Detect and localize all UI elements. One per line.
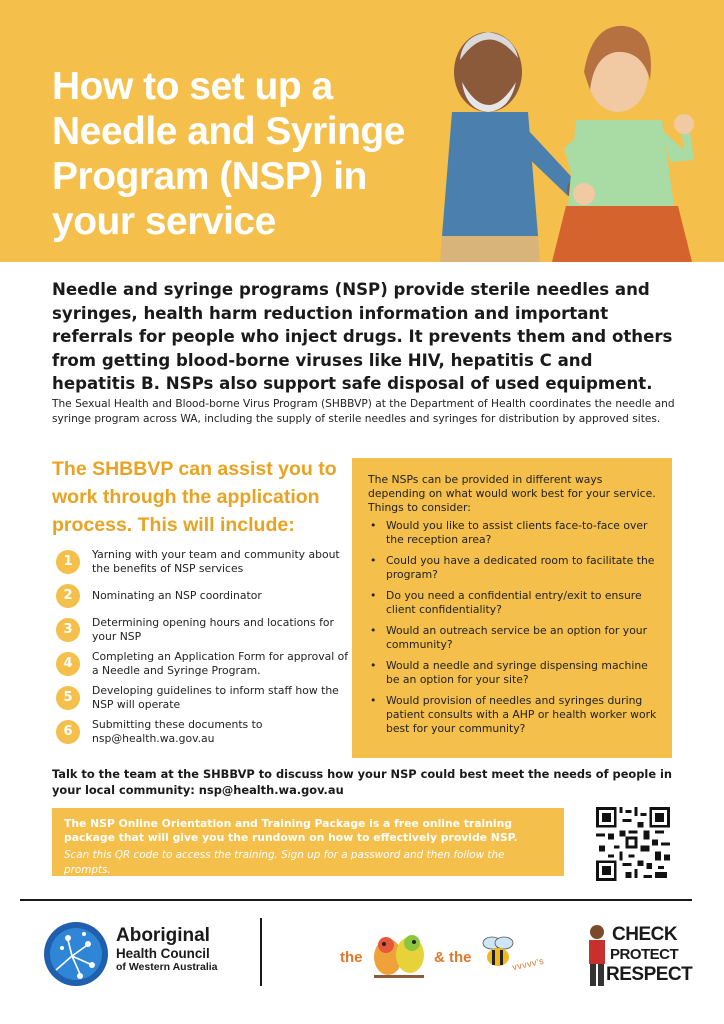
logo-divider xyxy=(260,918,262,986)
list-item xyxy=(368,694,658,736)
list-item xyxy=(368,624,658,652)
step-item xyxy=(52,684,352,718)
step-number-badge: 5 xyxy=(56,686,80,710)
training-description: The NSP Online Orientation and Training Package is a free online training package that will give you the rundown on how to effectively provide NSP. xyxy=(64,817,518,844)
step-item xyxy=(52,616,352,650)
birds-and-bees-logo xyxy=(340,925,560,985)
step-text: Developing guidelines to inform staff how the NSP will operate xyxy=(92,684,339,711)
qr-code-icon[interactable] xyxy=(596,807,670,881)
step-text: Submitting these documents to nsp@health.wa.gov.au xyxy=(92,718,263,745)
bees-logo-text: & the xyxy=(434,949,472,966)
consideration-text: Would provision of needles and syringes during patient consults with a AHP or health worker work best for your community? xyxy=(386,694,657,735)
list-item xyxy=(368,519,658,547)
consideration-text: Would a needle and syringe dispensing machine be an option for your site? xyxy=(386,659,648,686)
step-text: Completing an Application Form for approval of a Needle and Syringe Program. xyxy=(92,650,349,677)
person-figure-icon xyxy=(586,924,608,988)
step-number-badge: 4 xyxy=(56,652,80,676)
assist-heading: The SHBBVP can assist you to work through the application process. This will include: xyxy=(52,458,337,536)
cpr-word-respect: RESPECT xyxy=(606,964,693,985)
cpr-word-protect: PROTECT xyxy=(610,946,679,963)
training-instruction: Scan this QR code to access the training. Sign up for a password and then follow the prompts. xyxy=(64,849,505,876)
considerations-lead: The NSPs can be provided in different ways depending on what would work best for your service. Things to consider: xyxy=(368,473,656,514)
step-number-badge: 6 xyxy=(56,720,80,744)
intro-detail: The Sexual Health and Blood-borne Virus Program (SHBBVP) at the Department of Health coordinates the needle and syringe program across WA, including the supply of sterile needles and syringes for distribution by approved sites. xyxy=(52,398,675,425)
step-number-badge: 3 xyxy=(56,618,80,642)
considerations-box xyxy=(352,458,672,758)
list-item xyxy=(368,554,658,582)
bullet-icon: • xyxy=(370,659,377,672)
step-text: Determining opening hours and locations for your NSP xyxy=(92,616,334,643)
consideration-text: Would you like to assist clients face-to-face over the reception area? xyxy=(386,519,648,546)
ahc-name-line2: Health Council xyxy=(116,946,210,961)
page-title: How to set up a Needle and Syringe Program (NSP) in your service xyxy=(52,65,405,243)
consideration-text: Do you need a confidential entry/exit to ensure client confidentiality? xyxy=(386,589,642,616)
consideration-text: Could you have a dedicated room to facilitate the program? xyxy=(386,554,655,581)
ahc-name xyxy=(116,926,256,974)
birds-logo-text: the xyxy=(340,949,363,966)
bees-logo-tagline: vvvvv's xyxy=(511,955,545,973)
ahc-name-line3: of Western Australia xyxy=(116,961,218,973)
step-item xyxy=(52,718,352,752)
footer-divider xyxy=(20,899,692,901)
hero-banner xyxy=(0,0,724,262)
consideration-text: Would an outreach service be an option for your community? xyxy=(386,624,648,651)
step-number-badge: 2 xyxy=(56,584,80,608)
step-item xyxy=(52,548,352,582)
ahc-logo-icon xyxy=(42,920,110,988)
contact-statement: Talk to the team at the SHBBVP to discuss how your NSP could best meet the needs of people in your local community: nsp@health.wa.gov.au xyxy=(52,767,673,797)
step-number-badge: 1 xyxy=(56,550,80,574)
ahc-name-line1: Aboriginal xyxy=(116,925,210,946)
bullet-icon: • xyxy=(370,589,377,602)
considerations-list xyxy=(368,519,658,736)
steps-list xyxy=(52,548,352,752)
check-protect-respect-logo xyxy=(586,922,693,990)
bullet-icon: • xyxy=(370,624,377,637)
step-text: Yarning with your team and community about the benefits of NSP services xyxy=(92,548,340,575)
handshake-illustration xyxy=(380,0,724,262)
list-item xyxy=(368,659,658,687)
document-code xyxy=(700,870,710,1020)
step-item xyxy=(52,650,352,684)
bullet-icon: • xyxy=(370,519,377,532)
list-item xyxy=(368,589,658,617)
bullet-icon: • xyxy=(370,554,377,567)
intro-statement: Needle and syringe programs (NSP) provide sterile needles and syringes, health harm reduction information and important referrals for people who inject drugs. It prevents them and others from getting blood-borne viruses like HIV, hepatitis C and hepatitis B. NSPs also support safe disposal of used equipment. xyxy=(52,280,673,393)
bee-icon xyxy=(480,933,516,973)
training-box xyxy=(52,808,564,876)
cpr-word-check: CHECK xyxy=(612,924,678,945)
bullet-icon: • xyxy=(370,694,377,707)
birds-icon xyxy=(368,929,430,985)
step-item xyxy=(52,582,352,616)
step-text: Nominating an NSP coordinator xyxy=(92,589,262,602)
